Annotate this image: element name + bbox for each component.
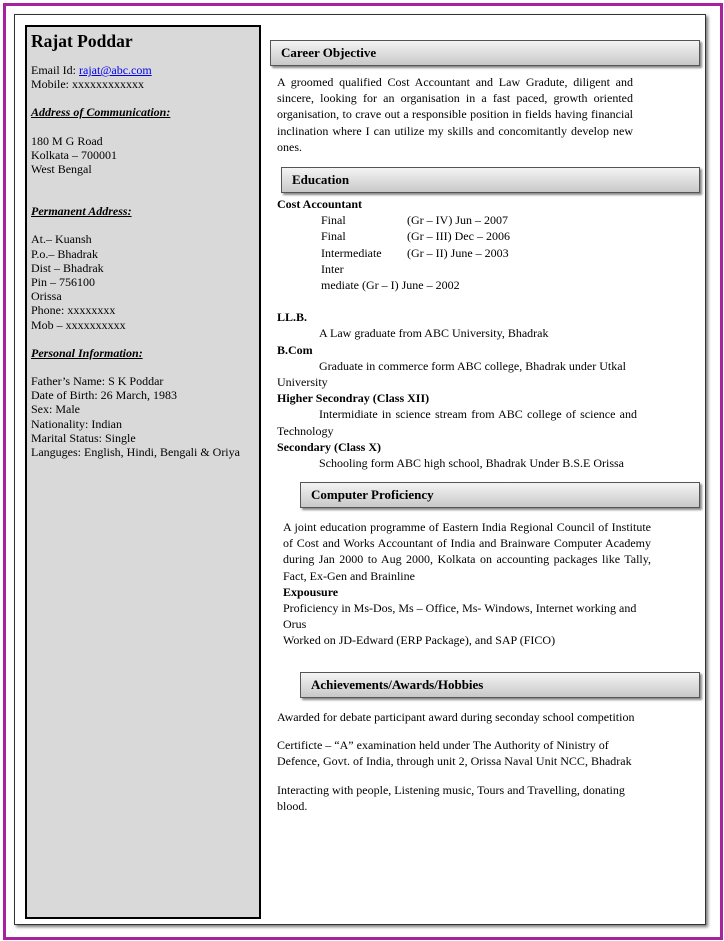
achievement-item: Interacting with people, Listening music, Tours and Travelling, donating blood. (277, 782, 625, 813)
computer-text: A joint education programme of Eastern India Regional Council of Institute of Cost and Works Accountant of India and Brainware Computer Academy during Jan 2000 to Aug 2000, Kolkata on accounting packages like Tally, Fact, Ex-Gen and Brainline (283, 520, 651, 583)
ca-level: Intermediate (321, 245, 382, 260)
ca-row (277, 228, 637, 244)
achievement-item: Certificte – “A” examination held under The Authority of Ninistry of Defence, Govt. of India, through unit 2, Orissa Naval Unit NCC, Bhadrak (277, 738, 632, 769)
permanent-address-line: Mob – xxxxxxxxxx (31, 317, 126, 332)
permanent-address-line: Phone: xxxxxxxx (31, 303, 116, 318)
mobile-line: Mobile: xxxxxxxxxxxx (31, 77, 144, 92)
computer-body (283, 519, 651, 649)
personal-info-line: Nationality: Indian (31, 416, 122, 431)
career-objective-header: Career Objective (270, 40, 700, 66)
ca-level: Final (321, 229, 346, 244)
permanent-address-line: P.o.– Bhadrak (31, 246, 98, 261)
email-label: Email Id: (31, 63, 79, 77)
communication-address-heading: Address of Communication: (31, 105, 171, 120)
email-link[interactable]: rajat@abc.com (79, 63, 152, 77)
permanent-address-line: Pin – 756100 (31, 275, 96, 290)
hs-title: Higher Secondray (Class XII) (277, 391, 430, 406)
bcom-text: Graduate in commerce form ABC college, Bhadrak under Utkal University (277, 358, 626, 389)
ca-row (277, 245, 637, 261)
achievement-item: Awarded for debate participant award during seconday school competition (277, 710, 635, 724)
achievements-body (277, 709, 639, 814)
achievements-header: Achievements/Awards/Hobbies (300, 672, 700, 698)
exposure-text: Worked on JD-Edward (ERP Package), and SAP (FICO) (283, 633, 556, 648)
bcom-title: B.Com (277, 342, 313, 357)
ca-detail: (Gr – II) June – 2003 (407, 245, 509, 260)
permanent-address-heading: Permanent Address: (31, 204, 132, 219)
personal-info-heading: Personal Information: (31, 345, 143, 360)
education-body (277, 196, 637, 471)
sec-title: Secondary (Class X) (277, 439, 381, 454)
sidebar-content (31, 31, 259, 459)
permanent-address-line: At.– Kuansh (31, 232, 92, 247)
ca-level: Final (321, 213, 346, 228)
permanent-address-line: Orissa (31, 289, 62, 304)
personal-info-line: Sex: Male (31, 402, 80, 417)
inter-a: Inter (321, 261, 344, 276)
inter-row (277, 277, 637, 293)
ca-detail: (Gr – IV) Jun – 2007 (407, 213, 508, 228)
personal-info-line: Father’s Name: S K Poddar (31, 374, 164, 389)
personal-info-line: Date of Birth: 26 March, 1983 (31, 388, 177, 403)
inter-row (277, 261, 637, 277)
ca-title: Cost Accountant (277, 197, 363, 211)
inter-b: mediate (Gr – I) June – 2002 (321, 277, 460, 292)
personal-info-line: Languges: English, Hindi, Bengali & Oriya (31, 445, 240, 460)
communication-address-line: West Bengal (31, 162, 92, 177)
permanent-address-line: Dist – Bhadrak (31, 260, 104, 275)
exposure-title: Expousure (283, 584, 339, 599)
personal-info-line: Marital Status: Single (31, 430, 136, 445)
education-header: Education (281, 167, 700, 193)
llb-text: A Law graduate from ABC University, Bhadrak (319, 326, 549, 341)
computer-proficiency-header: Computer Proficiency (300, 482, 700, 508)
llb-title: LL.B. (277, 310, 308, 325)
ca-detail: (Gr – III) Dec – 2006 (407, 229, 510, 244)
ca-row (277, 212, 637, 228)
email-line (31, 63, 259, 77)
sec-text: Schooling form ABC high school, Bhadrak Under B.S.E Orissa (319, 455, 624, 470)
hs-text: Intermidiate in science stream from ABC college of science and Technology (277, 407, 637, 438)
communication-address-line: Kolkata – 700001 (31, 147, 117, 162)
exposure-text: Proficiency in Ms-Dos, Ms – Office, Ms- Windows, Internet working and Orus (283, 601, 637, 632)
career-objective-text: A groomed qualified Cost Accountant and Law Gradute, diligent and sincere, looking for an organisation in a fast paced, growth oriented organisation, to crave out a responsible position in fields having financial inclination where I can utilize my skills and concomitantly develop new ones. (277, 75, 633, 154)
sidebar (25, 25, 261, 919)
candidate-name: Rajat Poddar (31, 31, 133, 51)
communication-address-line: 180 M G Road (31, 133, 103, 148)
